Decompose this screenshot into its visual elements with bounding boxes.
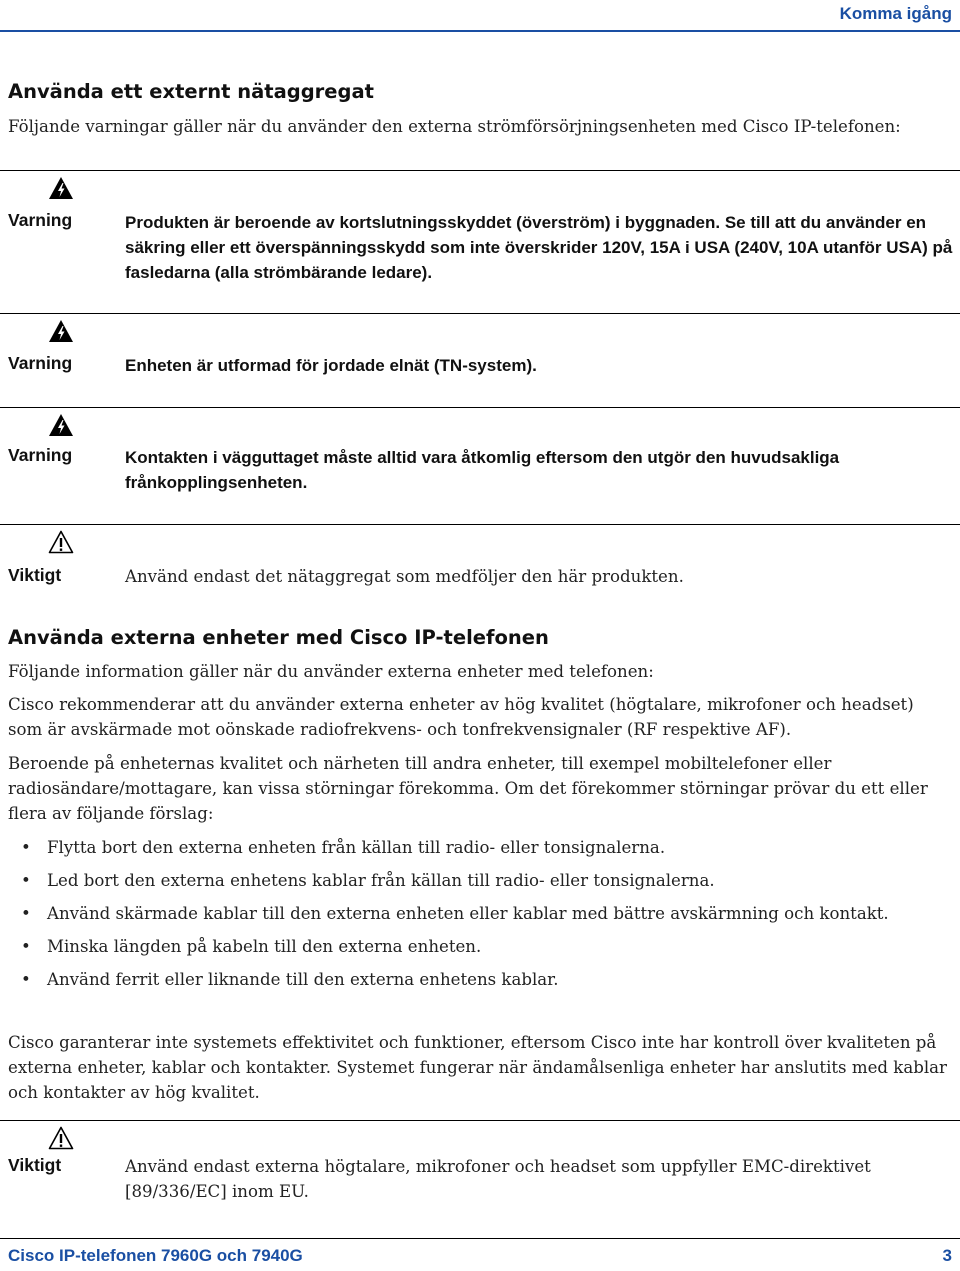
caution-exclamation-icon	[48, 1126, 74, 1150]
warning-lightning-icon	[48, 413, 74, 437]
list-item-text: Minska längden på kabeln till den externa enheten.	[47, 937, 482, 956]
bullet-icon: •	[21, 937, 31, 956]
list-item-text: Använd ferrit eller liknande till den externa enhetens kablar.	[47, 970, 559, 989]
list-item-text: Använd skärmade kablar till den externa enheten eller kablar med bättre avskärmning och kontakt.	[47, 904, 889, 923]
section-title-external-devices: Använda externa enheter med Cisco IP-telefonen	[8, 626, 549, 649]
caution-exclamation-icon	[48, 530, 74, 554]
page-number: 3	[942, 1246, 952, 1265]
notice-label: Varning	[8, 353, 73, 373]
notice-text: Använd endast externa högtalare, mikrofoner och headset som uppfyller EMC-direktivet [89/336/EC] inom EU.	[125, 1157, 871, 1201]
paragraph: Beroende på enheternas kvalitet och närheten till andra enheter, till exempel mobiltelefoner eller radiosändare/mottagare, kan vissa störningar förekomma. Om det förekommer störningar prövar du ett eller flera av följande förslag:	[8, 754, 928, 823]
bullet-icon: •	[21, 970, 31, 989]
list-item-text: Led bort den externa enhetens kablar från källan till radio- eller tonsignalerna.	[47, 871, 715, 890]
suggestion-list	[8, 835, 952, 1000]
list-item	[8, 835, 952, 860]
notice-rule	[0, 407, 960, 408]
paragraph: Följande information gäller när du använder externa enheter med telefonen:	[8, 662, 654, 681]
footer-book-title: Cisco IP-telefonen 7960G och 7940G	[8, 1246, 303, 1265]
notice-rule	[0, 170, 960, 171]
notice-text: Enheten är utformad för jordade elnät (TN-system).	[125, 356, 537, 375]
notice-label: Varning	[8, 210, 73, 230]
bullet-icon: •	[21, 838, 31, 857]
section-intro: Följande varningar gäller när du använder den externa strömförsörjningsenheten med Cisco IP-telefonen:	[8, 117, 901, 136]
list-item-text: Flytta bort den externa enheten från källan till radio- eller tonsignalerna.	[47, 838, 666, 857]
paragraph: Cisco rekommenderar att du använder externa enheter av hög kvalitet (högtalare, mikrofoner och headset) som är avskärmade mot oönskade radiofrekvens- och tonfrekvensignaler (RF respektive AF).	[8, 695, 914, 739]
notice-text: Använd endast det nätaggregat som medföljer den här produkten.	[125, 567, 684, 586]
notice-text: Kontakten i vägguttaget måste alltid vara åtkomlig eftersom den utgör den huvudsakliga frånkopplingsenheten.	[125, 448, 840, 492]
bullet-icon: •	[21, 871, 31, 890]
notice-rule	[0, 313, 960, 314]
notice-text: Produkten är beroende av kortslutningsskyddet (överström) i byggnaden. Se till att du använder en säkring eller ett överspänningsskydd som inte överskrider 120V, 15A i USA (240V, 10A utanför USA) på fasledarna (alla strömbärande ledare).	[125, 213, 953, 282]
list-item	[8, 934, 952, 959]
section-title-power-adapter: Använda ett externt nätaggregat	[8, 80, 374, 103]
footer-rule	[0, 1238, 960, 1239]
running-header-chapter: Komma igång	[839, 4, 952, 23]
list-item	[8, 868, 952, 893]
warning-lightning-icon	[48, 176, 74, 200]
header-rule	[0, 30, 960, 32]
list-item	[8, 967, 952, 992]
paragraph: Cisco garanterar inte systemets effektivitet och funktioner, eftersom Cisco inte har kontroll över kvaliteten på externa enheter, kablar och kontakter. Systemet fungerar när ändamålsenliga enheter har anslutits med kablar och kontakter av hög kvalitet.	[8, 1033, 947, 1102]
notice-label: Varning	[8, 445, 73, 465]
list-item	[8, 901, 952, 926]
warning-lightning-icon	[48, 319, 74, 343]
notice-rule	[0, 524, 960, 525]
notice-label: Viktigt	[8, 1155, 62, 1175]
notice-rule	[0, 1120, 960, 1121]
notice-label: Viktigt	[8, 565, 62, 585]
bullet-icon: •	[21, 904, 31, 923]
